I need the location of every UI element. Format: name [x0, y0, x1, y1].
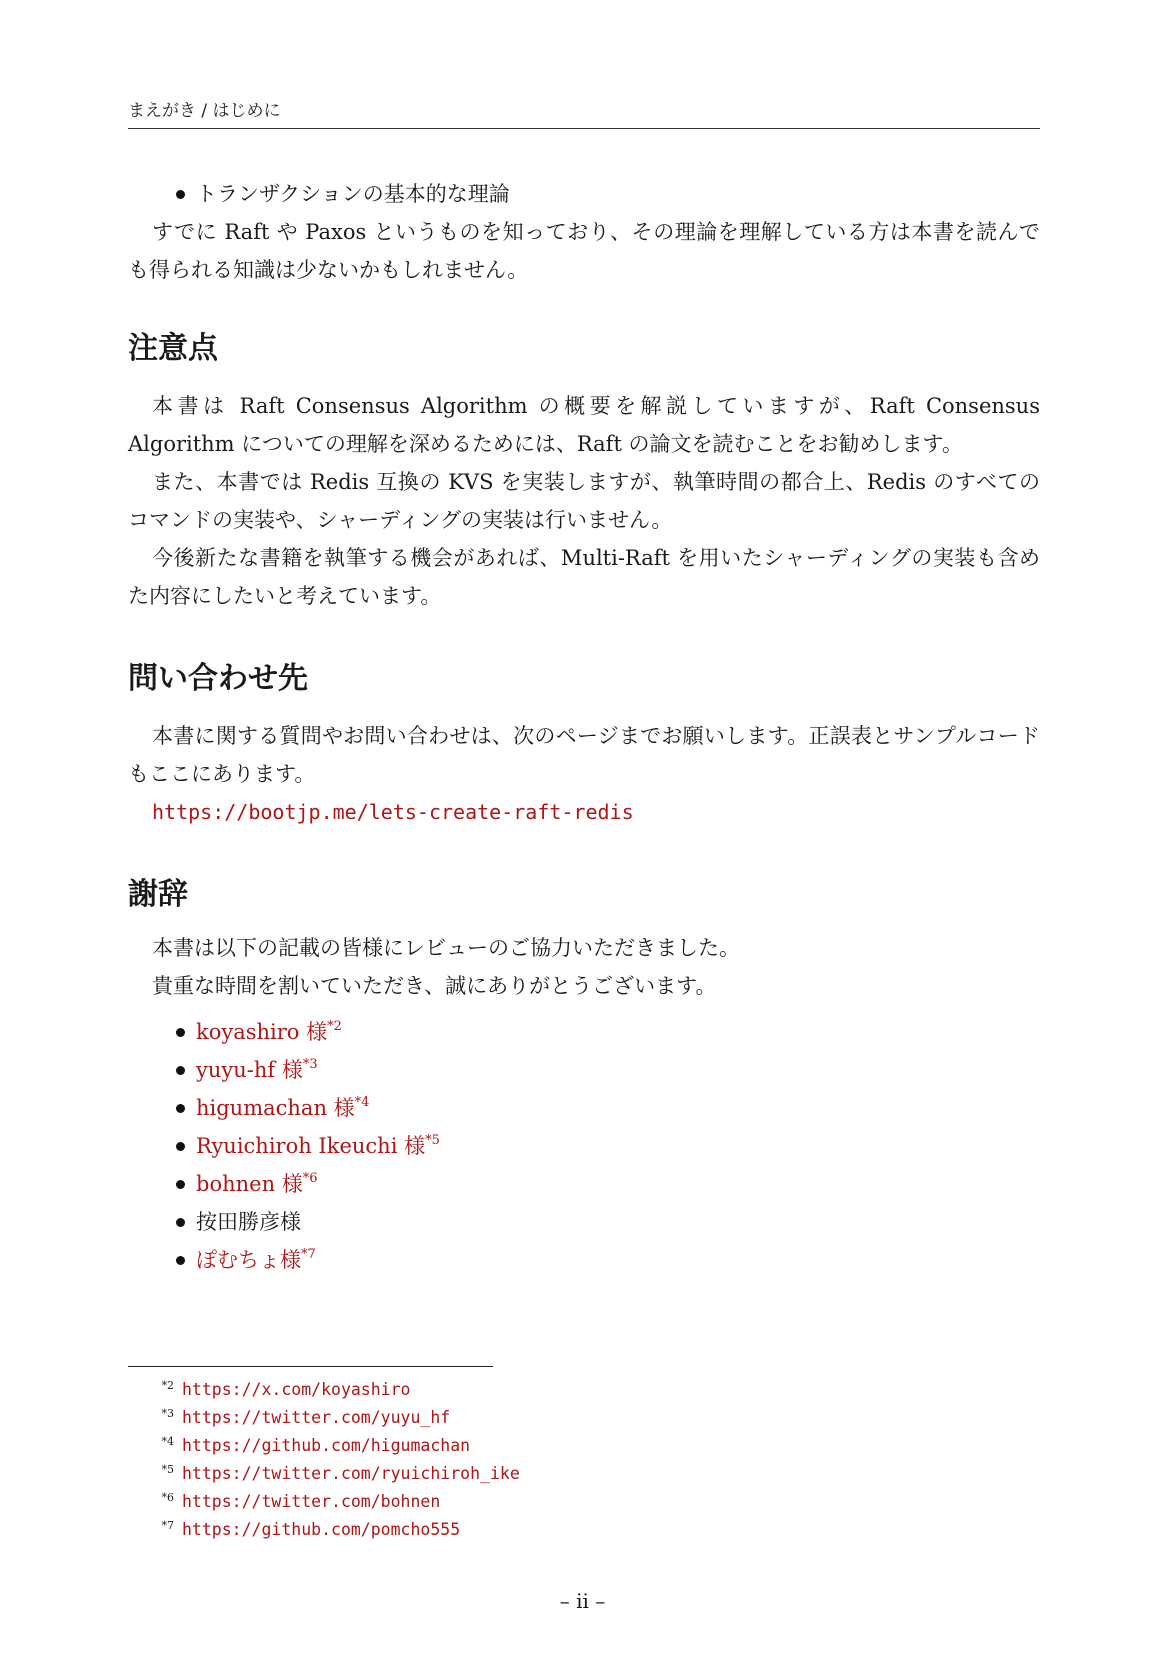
footnote	[128, 1376, 828, 1404]
bullet-icon	[176, 1028, 185, 1037]
reviewer-link[interactable]: ぽむちょ様	[196, 1248, 301, 1272]
reviewer-item	[128, 1127, 1040, 1165]
reviewer-link[interactable]: Ryuichiroh Ikeuchi 様	[196, 1134, 426, 1158]
bullet-icon	[176, 1104, 185, 1113]
reviewer-item	[128, 1089, 1040, 1127]
reviewer-item	[128, 1165, 1040, 1203]
footnote-url-link[interactable]: https://twitter.com/bohnen	[182, 1492, 441, 1511]
bullet-icon	[176, 190, 185, 199]
reviewer-link[interactable]: yuyu-hf 様	[196, 1058, 303, 1082]
list-item-text: トランザクションの基本的な理論	[196, 182, 510, 206]
footnote-mark: *3	[302, 1057, 318, 1072]
section-heading-contact: 問い合わせ先	[128, 661, 308, 696]
running-header: まえがき / はじめに	[128, 101, 281, 121]
footnote-number: *3	[161, 1407, 174, 1420]
list-item	[128, 175, 1040, 213]
bullet-icon	[176, 1218, 185, 1227]
thanks-line: 貴重な時間を割いていただき、誠にありがとうございます。	[152, 974, 717, 998]
bullet-icon	[176, 1180, 185, 1189]
contact-paragraph: 本書に関する質問やお問い合わせは、次のページまでお願いします。正誤表とサンプルコードもここにあります。	[128, 724, 1040, 786]
footnote	[128, 1432, 828, 1460]
reviewer-item	[128, 1051, 1040, 1089]
footnote	[128, 1488, 828, 1516]
footnote-number: *6	[161, 1491, 174, 1504]
footnote-number: *7	[161, 1519, 174, 1532]
page-number: – ii –	[559, 1589, 606, 1613]
contact-url-line	[152, 793, 1040, 831]
footnote-mark: *5	[425, 1133, 440, 1148]
footnote-url-link[interactable]: https://github.com/higumachan	[182, 1436, 471, 1455]
reviewer-item	[128, 1203, 1040, 1241]
footnote-rule	[128, 1366, 493, 1367]
footnote-url-link[interactable]: https://twitter.com/yuyu_hf	[182, 1408, 451, 1427]
reviewer-list	[128, 1013, 1040, 1279]
reviewer-link[interactable]: koyashiro 様	[196, 1020, 328, 1044]
footnote-mark: *7	[301, 1247, 316, 1262]
footnote-mark: *2	[327, 1019, 342, 1034]
bullet-icon	[176, 1066, 185, 1075]
footnote	[128, 1460, 828, 1488]
bullet-icon	[176, 1256, 185, 1265]
notes-paragraph: 本書は Raft Consensus Algorithm の概要を解説していますが、Raft Consensus Algorithm についての理解を深めるためには、Raft の論文を読むことをお勧めします。	[128, 394, 1040, 456]
reviewer-name: 按田勝彦様	[196, 1210, 301, 1234]
contact-url-link[interactable]: https://bootjp.me/lets-create-raft-redis	[152, 800, 634, 824]
footnote-url-link[interactable]: https://github.com/pomcho555	[182, 1520, 461, 1539]
header-rule	[128, 128, 1040, 129]
footnotes	[128, 1376, 828, 1544]
reviewer-item	[128, 1013, 1040, 1051]
footnote	[128, 1516, 828, 1544]
footnote-mark: *4	[354, 1095, 370, 1110]
reviewer-item	[128, 1241, 1040, 1279]
notes-paragraph: また、本書では Redis 互換の KVS を実装しますが、執筆時間の都合上、Redis のすべてのコマンドの実装や、シャーディングの実装は行いません。	[128, 470, 1040, 532]
bullet-icon	[176, 1142, 185, 1151]
notes-paragraph: 今後新たな書籍を執筆する機会があれば、Multi-Raft を用いたシャーディングの実装も含めた内容にしたいと考えています。	[128, 546, 1040, 608]
footnote-number: *2	[161, 1379, 174, 1392]
reviewer-link[interactable]: higumachan 様	[196, 1096, 355, 1120]
reviewer-link[interactable]: bohnen 様	[196, 1172, 303, 1196]
footnote-mark: *6	[302, 1171, 318, 1186]
footnote-url-link[interactable]: https://twitter.com/ryuichiroh_ike	[182, 1464, 520, 1483]
footnote-number: *5	[161, 1463, 174, 1476]
footnote-number: *4	[161, 1435, 174, 1448]
page-body	[128, 175, 1040, 1279]
footnote	[128, 1404, 828, 1432]
intro-bullet-list	[128, 175, 1040, 213]
section-heading-thanks: 謝辞	[128, 877, 188, 912]
thanks-line: 本書は以下の記載の皆様にレビューのご協力いただきました。	[152, 936, 740, 960]
footnote-url-link[interactable]: https://x.com/koyashiro	[182, 1380, 411, 1399]
section-heading-notes: 注意点	[128, 331, 218, 366]
intro-paragraph: すでに Raft や Paxos というものを知っており、その理論を理解している方は本書を読んでも得られる知識は少ないかもしれません。	[128, 220, 1040, 282]
